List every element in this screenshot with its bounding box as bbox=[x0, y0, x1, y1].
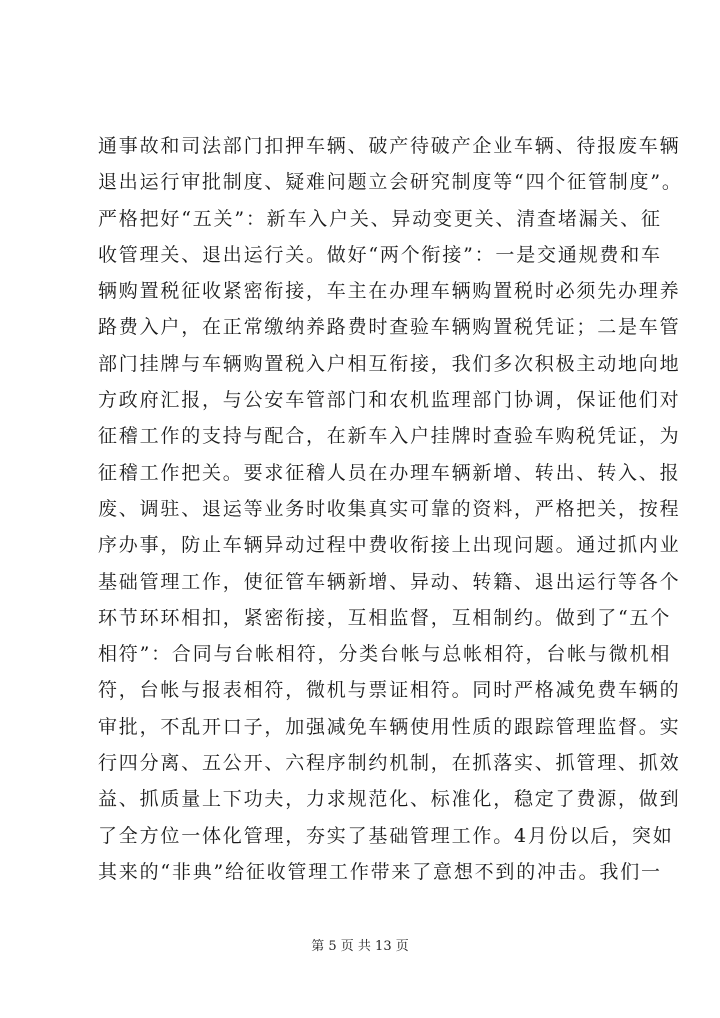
text-line: 审批，不乱开口子，加强减免车辆使用性质的跟踪管理监督。实 bbox=[98, 715, 681, 738]
text-line: 征稽工作把关。要求征稽人员在办理车辆新增、转出、转入、报 bbox=[98, 461, 681, 484]
text-line: 了全方位一体化管理，夯实了基础管理工作。4月份以后，突如 bbox=[98, 824, 674, 847]
text-line: 序办事，防止车辆异动过程中费收衔接上出现问题。通过抓内业 bbox=[98, 534, 681, 557]
text-line: 益、抓质量上下功夫，力求规范化、标准化，稳定了费源，做到 bbox=[98, 788, 681, 811]
text-line: 路费入户，在正常缴纳养路费时查验车辆购置税凭证；二是车管 bbox=[98, 316, 681, 339]
text-line: 退出运行审批制度、疑难问题立会研究制度等“四个征管制度”。 bbox=[98, 171, 683, 194]
text-line: 其来的“非典”给征收管理工作带来了意想不到的冲击。我们一 bbox=[98, 860, 662, 883]
text-line: 征稽工作的支持与配合，在新车入户挂牌时查验车购税凭证，为 bbox=[98, 425, 681, 448]
text-line: 相符”：合同与台帐相符，分类台帐与总帐相符，台帐与微机相 bbox=[98, 643, 672, 666]
text-line: 废、调驻、退运等业务时收集真实可靠的资料，严格把关，按程 bbox=[98, 497, 681, 520]
text-line: 环节环环相扣，紧密衔接，互相监督，互相制约。做到了“五个 bbox=[98, 606, 672, 629]
page-footer bbox=[0, 937, 720, 957]
text-line: 方政府汇报，与公安车管部门和农机监理部门协调，保证他们对 bbox=[98, 389, 681, 412]
text-line: 部门挂牌与车辆购置税入户相互衔接，我们多次积极主动地向地 bbox=[98, 352, 681, 375]
text-line: 严格把好“五关”：新车入户关、异动变更关、清查堵漏关、征 bbox=[98, 207, 662, 230]
text-line: 行四分离、五公开、六程序制约机制，在抓落实、抓管理、抓效 bbox=[98, 752, 681, 775]
text-line: 通事故和司法部门扣押车辆、破产待破产企业车辆、待报废车辆 bbox=[98, 135, 681, 157]
body-text bbox=[98, 128, 683, 890]
text-line: 基础管理工作，使征管车辆新增、异动、转籍、退出运行等各个 bbox=[98, 570, 681, 593]
text-line: 收管理关、退出运行关。做好“两个衔接”：一是交通规费和车 bbox=[98, 243, 662, 266]
text-line: 符，台帐与报表相符，微机与票证相符。同时严格减免费车辆的 bbox=[98, 679, 681, 702]
text-line: 辆购置税征收紧密衔接，车主在办理车辆购置税时必须先办理养 bbox=[98, 280, 681, 303]
page-number: 第 5 页 共 13 页 bbox=[311, 939, 409, 954]
